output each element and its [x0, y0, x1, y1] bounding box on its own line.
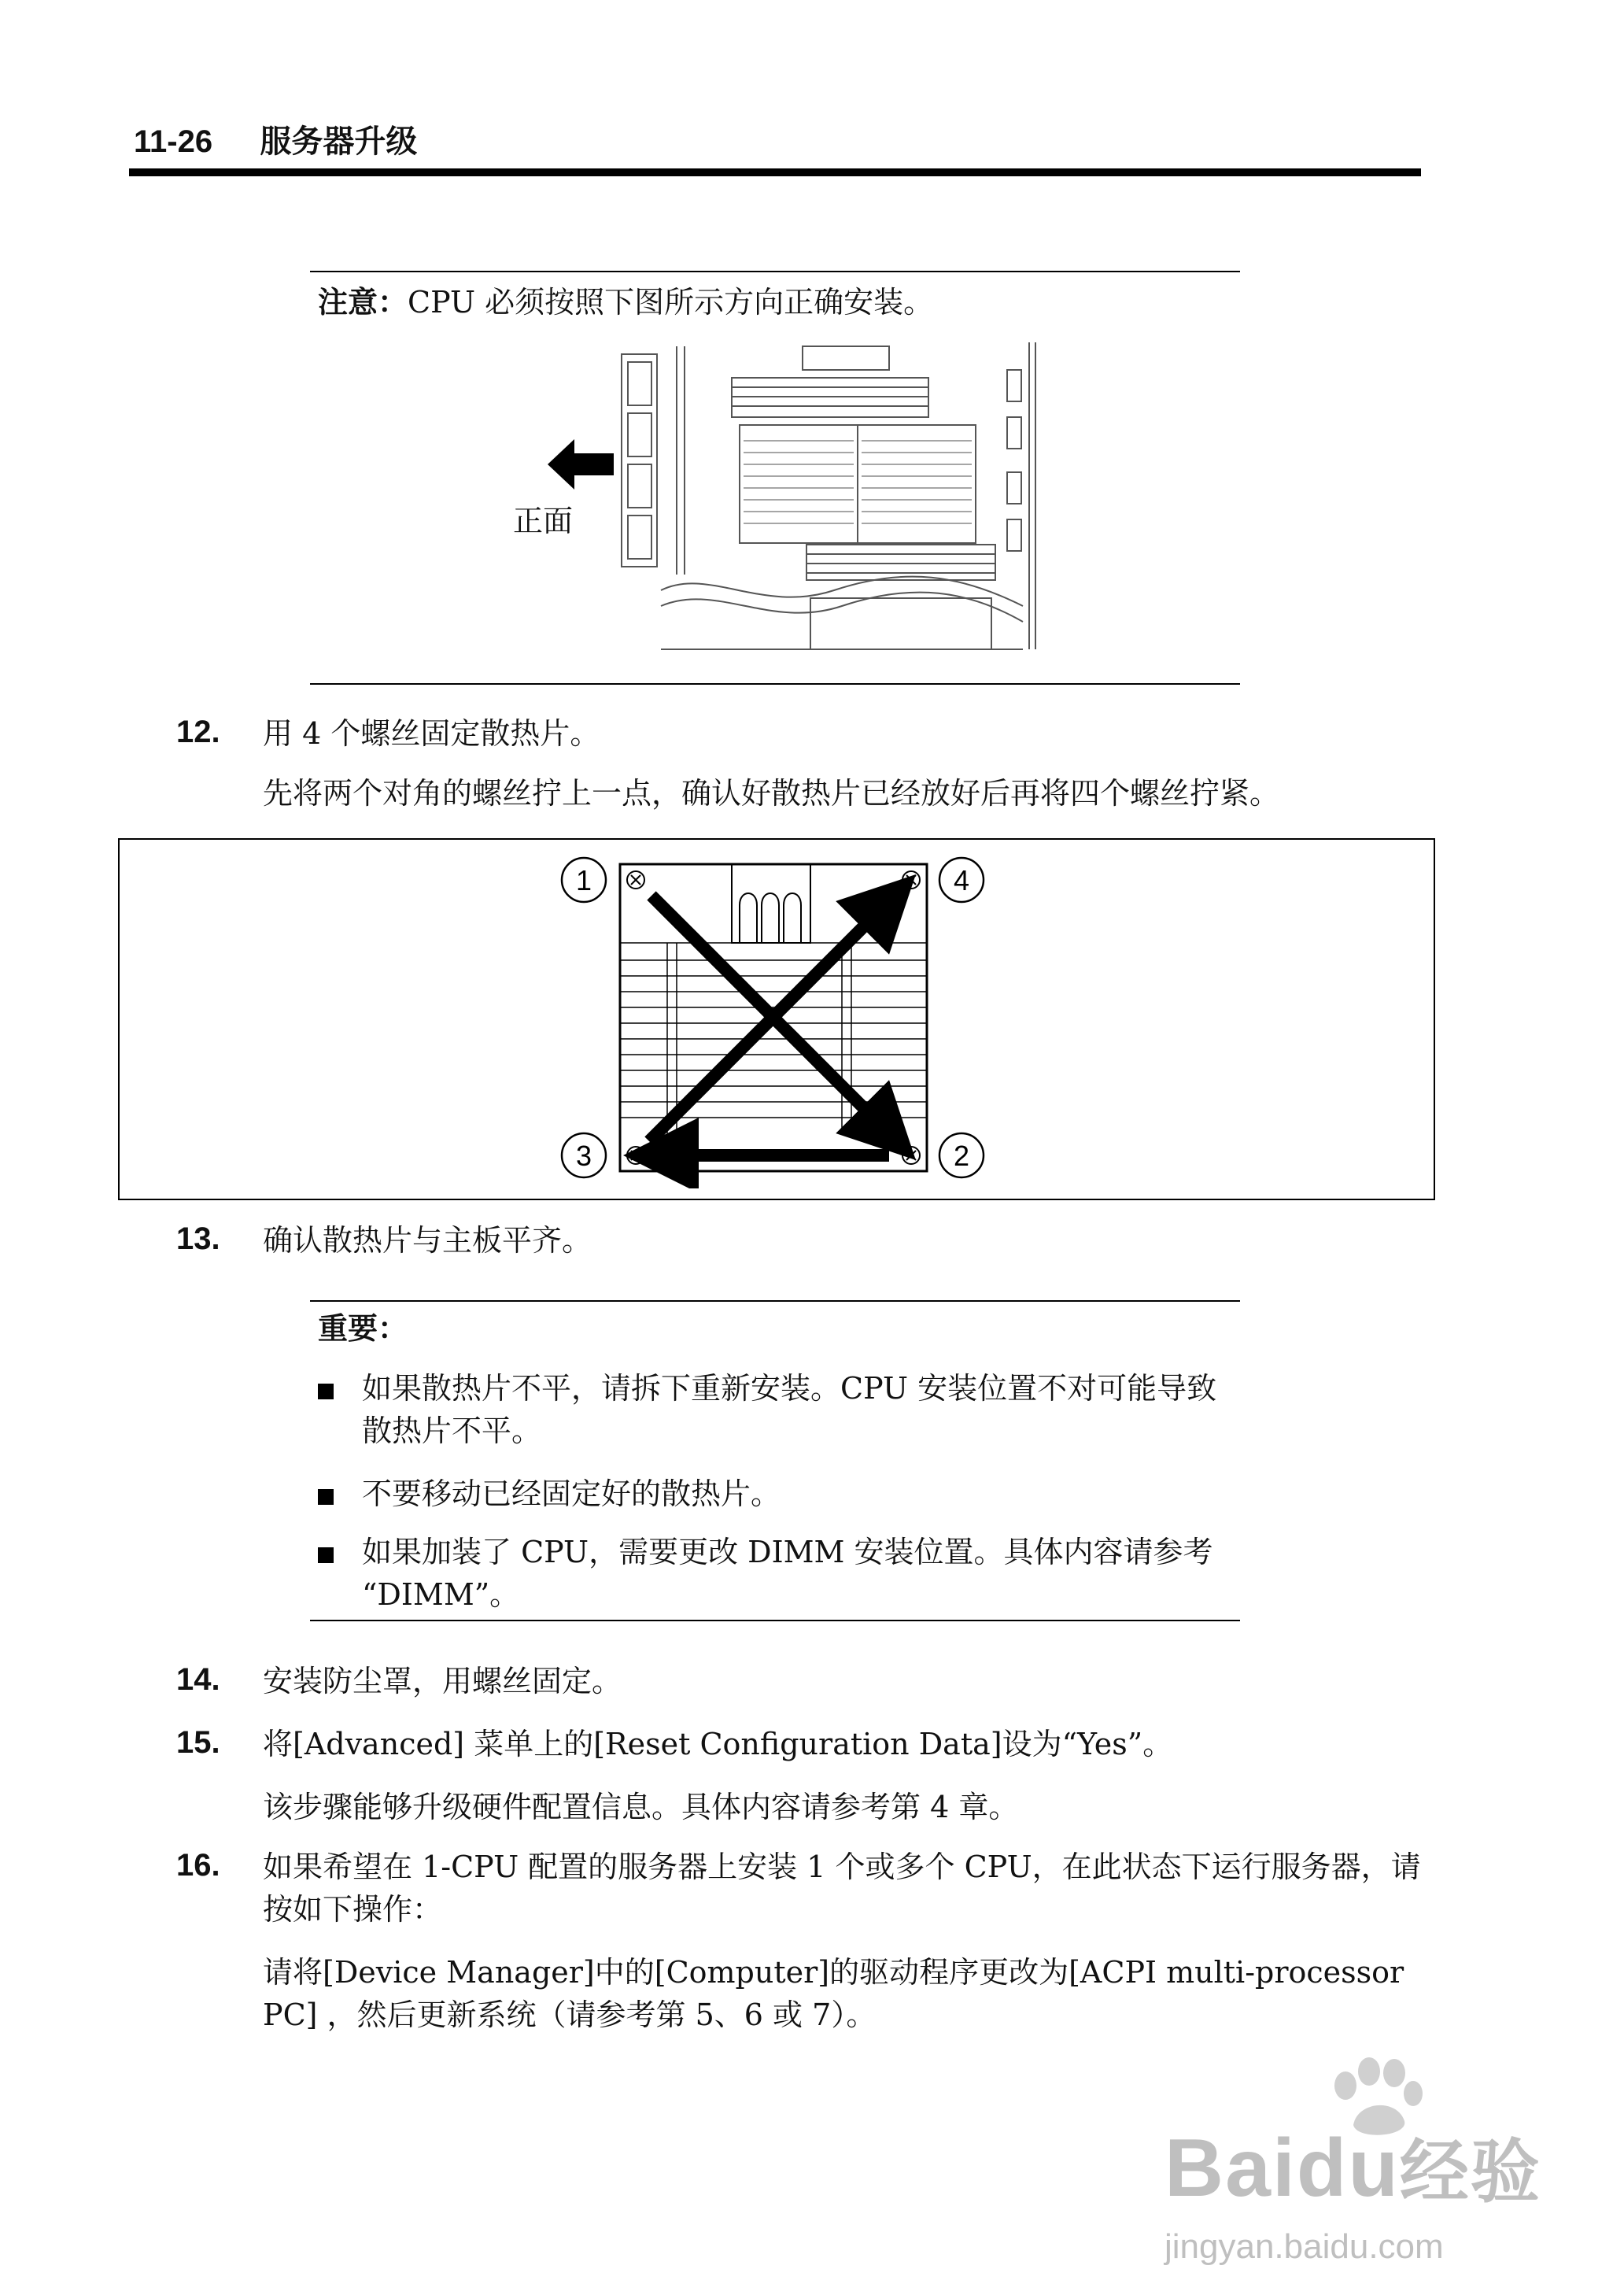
cpu-orientation-figure: [504, 338, 1039, 653]
important-item-1: 如果散热片不平，请拆下重新安装。CPU 安装位置不对可能导致: [362, 1371, 1217, 1406]
note-line: [318, 280, 933, 324]
note-text: CPU 必须按照下图所示方向正确安装。: [408, 285, 934, 320]
important-top-rule: [310, 1300, 1240, 1302]
step-16-text: 如果希望在 1-CPU 配置的服务器上安装 1 个或多个 CPU，在此状态下运行服务器，请: [263, 1850, 1421, 1884]
step-12-detail: 先将两个对角的螺丝拧上一点，确认好散热片已经放好后再将四个螺丝拧紧。: [263, 776, 1280, 811]
watermark-du: du: [1296, 2123, 1400, 2214]
note-label: 注意：: [318, 284, 408, 320]
step-14-number: 14.: [176, 1662, 220, 1697]
header-rule: [129, 168, 1421, 176]
watermark-url: jingyan.baidu.com: [1164, 2227, 1444, 2266]
important-label: 重要：: [318, 1310, 408, 1346]
screw-label-1: 1: [575, 864, 592, 896]
front-label: 正面: [513, 504, 574, 538]
screw-label-3: 3: [575, 1140, 592, 1172]
step-16-detail-cont: PC] ，然后更新系统（请参考第 5、6 或 7）。: [263, 1998, 877, 2032]
step-16-number: 16.: [176, 1848, 220, 1883]
note-bottom-rule: [310, 683, 1240, 685]
watermark-brand: [1164, 2117, 1541, 2216]
important-item-3-cont: “DIMM”。: [362, 1577, 520, 1612]
chapter-title: 服务器升级: [260, 124, 418, 159]
step-12-text: 用 4 个螺丝固定散热片。: [263, 716, 600, 751]
note-top-rule: [310, 271, 1240, 272]
step-12-number: 12.: [176, 715, 220, 749]
step-13-text: 确认散热片与主板平齐。: [263, 1223, 592, 1258]
step-16-text-cont: 按如下操作：: [263, 1892, 443, 1927]
watermark-bai: Bai: [1164, 2123, 1297, 2214]
important-item-1-cont: 散热片不平。: [362, 1414, 542, 1448]
step-15-detail: 该步骤能够升级硬件配置信息。具体内容请参考第 4 章。: [263, 1790, 1019, 1824]
screw-label-2: 2: [953, 1140, 970, 1172]
step-16-detail: 请将[Device Manager]中的[Computer]的驱动程序更改为[ACPI multi-processor: [263, 1955, 1404, 1990]
page-number: 11-26: [134, 124, 213, 159]
step-13-number: 13.: [176, 1221, 220, 1256]
step-15-text: 将[Advanced] 菜单上的[Reset Configuration Data]设为“Yes”。: [263, 1727, 1173, 1761]
important-bottom-rule: [310, 1620, 1240, 1621]
step-15-number: 15.: [176, 1725, 220, 1760]
important-item-3: 如果加装了 CPU，需要更改 DIMM 安装位置。具体内容请参考: [362, 1535, 1213, 1569]
bullet-2: [318, 1489, 334, 1505]
screw-order-figure: [551, 850, 1007, 1188]
screw-label-4: 4: [953, 864, 970, 896]
bullet-1: [318, 1384, 334, 1399]
step-14-text: 安装防尘罩，用螺丝固定。: [263, 1664, 622, 1698]
important-item-2: 不要移动已经固定好的散热片。: [362, 1476, 781, 1511]
bullet-3: [318, 1547, 334, 1563]
watermark-jingyan: 经验: [1399, 2131, 1541, 2212]
page-header: [134, 116, 417, 161]
